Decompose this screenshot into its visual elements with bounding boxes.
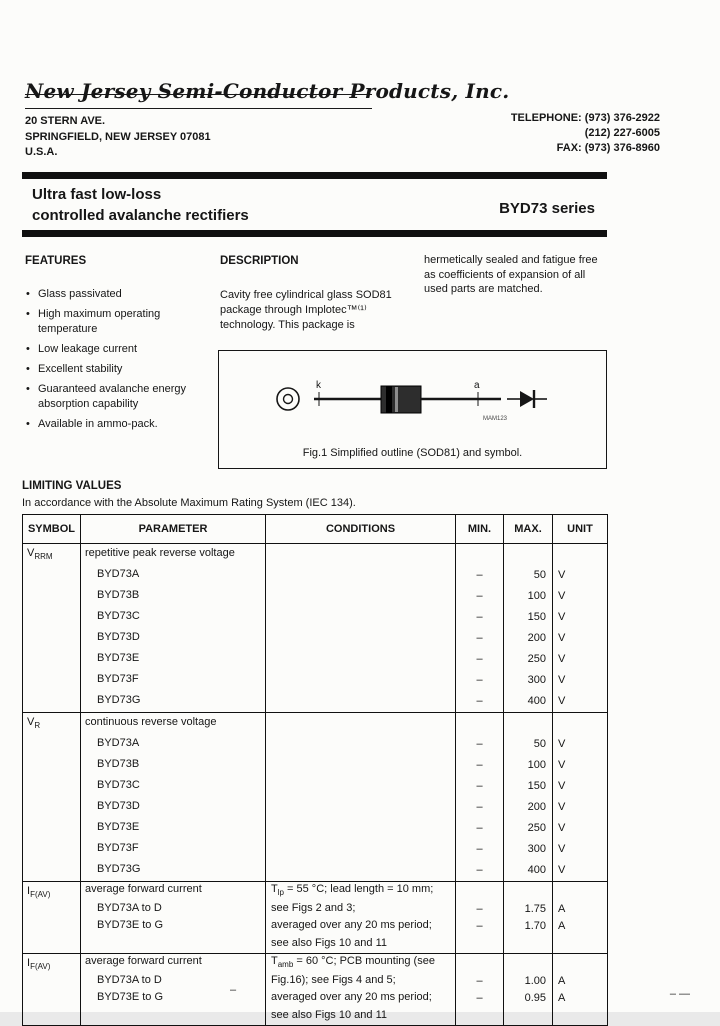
parameter-cell: BYD73F xyxy=(81,839,266,860)
parameter-cell: BYD73A to D xyxy=(81,973,266,991)
max-cell: 100 xyxy=(504,755,553,776)
parameter-cell: BYD73B xyxy=(81,586,266,607)
address-line-2: SPRINGFIELD, NEW JERSEY 07081 xyxy=(25,130,211,143)
table-row xyxy=(23,691,608,713)
min-cell: – xyxy=(456,918,504,936)
min-cell: – xyxy=(456,901,504,919)
symbol-cell: $V_{RRM}$ xyxy=(23,544,81,713)
table-row xyxy=(23,649,608,670)
anode-label: a xyxy=(474,380,480,391)
conditions-cell: $T_{amb} = 60$ °C; PCB mounting (see xyxy=(266,954,456,973)
min-cell: – xyxy=(456,839,504,860)
conditions-cell: averaged over any 20 ms period; xyxy=(266,990,456,1008)
unit-cell: V xyxy=(553,734,608,755)
table-row xyxy=(23,918,608,936)
parameter-cell: BYD73E to G xyxy=(81,990,266,1008)
title-bar-bottom xyxy=(22,230,607,237)
table-row xyxy=(23,797,608,818)
description-line: Cavity free cylindrical glass SOD81 xyxy=(220,289,392,301)
min-cell: – xyxy=(456,565,504,586)
max-cell: 400 xyxy=(504,860,553,882)
description-text xyxy=(220,288,420,333)
conditions-cell xyxy=(266,839,456,860)
conditions-cell xyxy=(266,649,456,670)
unit-cell: V xyxy=(553,755,608,776)
features-list xyxy=(25,287,205,432)
description-line: as coefficients of expansion of all xyxy=(424,268,586,281)
min-cell: – xyxy=(456,818,504,839)
table-row xyxy=(23,860,608,882)
table-row xyxy=(23,936,608,954)
min-cell: – xyxy=(456,649,504,670)
max-cell: 200 xyxy=(504,628,553,649)
max-cell: 300 xyxy=(504,670,553,691)
max-cell xyxy=(504,882,553,901)
conditions-cell xyxy=(266,586,456,607)
limiting-values-heading: LIMITING VALUES xyxy=(22,480,122,492)
description-continuation xyxy=(424,253,616,297)
unit-cell: V xyxy=(553,839,608,860)
unit-cell: A xyxy=(553,901,608,919)
title-bar-top xyxy=(22,172,607,179)
min-cell: – xyxy=(456,670,504,691)
parameter-cell: BYD73D xyxy=(81,797,266,818)
letterhead-rule-bottom xyxy=(25,108,372,109)
conditions-cell xyxy=(266,544,456,566)
table-row xyxy=(23,839,608,860)
limiting-values-intro: In accordance with the Absolute Maximum Rating System (IEC 134). xyxy=(22,497,356,509)
conditions-cell xyxy=(266,628,456,649)
conditions-cell xyxy=(266,607,456,628)
address-line-1: 20 STERN AVE. xyxy=(25,115,106,127)
feature-item: • Guaranteed avalanche energy absorption capability xyxy=(25,382,205,412)
parameter-cell: BYD73A to D xyxy=(81,901,266,919)
table-row xyxy=(23,607,608,628)
table-row xyxy=(23,954,608,973)
unit-cell: V xyxy=(553,565,608,586)
min-cell: – xyxy=(456,860,504,882)
unit-cell: A xyxy=(553,918,608,936)
max-cell: 300 xyxy=(504,839,553,860)
parameter-cell: continuous reverse voltage xyxy=(81,713,266,735)
conditions-cell xyxy=(266,818,456,839)
max-cell xyxy=(504,544,553,566)
document-title xyxy=(32,184,249,226)
parameter-cell: BYD73A xyxy=(81,565,266,586)
feature-item: • Low leakage current xyxy=(25,342,205,357)
max-cell: 1.00 xyxy=(504,973,553,991)
unit-cell: V xyxy=(553,776,608,797)
max-cell: 50 xyxy=(504,734,553,755)
drawing-ref: MAM123 xyxy=(483,416,508,422)
parameter-cell: BYD73F xyxy=(81,670,266,691)
unit-cell: V xyxy=(553,607,608,628)
conditions-cell xyxy=(266,776,456,797)
unit-cell: V xyxy=(553,818,608,839)
conditions-cell xyxy=(266,860,456,882)
table-row xyxy=(23,670,608,691)
header-symbol: SYMBOL xyxy=(23,515,81,544)
unit-cell xyxy=(553,713,608,735)
unit-cell: V xyxy=(553,628,608,649)
max-cell: 1.75 xyxy=(504,901,553,919)
header-min: MIN. xyxy=(456,515,504,544)
table-row xyxy=(23,901,608,919)
parameter-cell: BYD73D xyxy=(81,628,266,649)
unit-cell: V xyxy=(553,670,608,691)
parameter-cell: average forward current xyxy=(81,954,266,973)
table-row xyxy=(23,882,608,901)
scan-mark-right: – — xyxy=(669,988,690,1000)
parameter-cell: BYD73B xyxy=(81,755,266,776)
conditions-cell xyxy=(266,734,456,755)
fax-line: FAX: (973) 376-8960 xyxy=(556,142,660,154)
unit-cell: V xyxy=(553,586,608,607)
company-address xyxy=(25,114,211,161)
limiting-values-table xyxy=(22,514,608,1026)
feature-item: • Excellent stability xyxy=(25,362,205,377)
parameter-cell: repetitive peak reverse voltage xyxy=(81,544,266,566)
min-cell xyxy=(456,1008,504,1026)
max-cell: 1.70 xyxy=(504,918,553,936)
header-parameter: PARAMETER xyxy=(81,515,266,544)
symbol-cell: $V_R$ xyxy=(23,713,81,882)
max-cell xyxy=(504,936,553,954)
conditions-cell: $T_{lp} = 55$ °C; lead length = 10 mm; xyxy=(266,882,456,901)
parameter-cell xyxy=(81,936,266,954)
conditions-cell: Fig.16); see Figs 4 and 5; xyxy=(266,973,456,991)
cathode-label: k xyxy=(316,380,321,391)
max-cell: 250 xyxy=(504,818,553,839)
max-cell xyxy=(504,954,553,973)
table-row xyxy=(23,565,608,586)
description-section xyxy=(220,255,420,333)
min-cell: – xyxy=(456,691,504,713)
conditions-cell: averaged over any 20 ms period; xyxy=(266,918,456,936)
min-cell: – xyxy=(456,797,504,818)
header-max: MAX. xyxy=(504,515,553,544)
min-cell: – xyxy=(456,607,504,628)
conditions-cell xyxy=(266,670,456,691)
min-cell xyxy=(456,936,504,954)
parameter-cell: BYD73G xyxy=(81,691,266,713)
description-line: technology. This package is xyxy=(220,319,355,331)
max-cell: 0.95 xyxy=(504,990,553,1008)
unit-cell xyxy=(553,1008,608,1026)
min-cell: – xyxy=(456,586,504,607)
unit-cell xyxy=(553,954,608,973)
end-view-icon xyxy=(277,388,299,410)
parameter-cell: BYD73C xyxy=(81,776,266,797)
max-cell: 200 xyxy=(504,797,553,818)
package-outline xyxy=(314,386,501,413)
description-line: hermetically sealed and fatigue free xyxy=(424,254,598,266)
diode-symbol-icon xyxy=(507,390,547,408)
figure-caption: Fig.1 Simplified outline (SOD81) and symbol. xyxy=(302,447,523,459)
table-row xyxy=(23,1008,608,1026)
table-row xyxy=(23,818,608,839)
min-cell: – xyxy=(456,776,504,797)
unit-cell: A xyxy=(553,990,608,1008)
conditions-cell xyxy=(266,713,456,735)
header-unit: UNIT xyxy=(553,515,608,544)
description-heading: DESCRIPTION xyxy=(220,255,299,267)
parameter-cell: BYD73G xyxy=(81,860,266,882)
title-line-1: Ultra fast low-loss xyxy=(32,186,162,203)
title-line-2: controlled avalanche rectifiers xyxy=(32,207,249,224)
min-cell xyxy=(456,544,504,566)
unit-cell: V xyxy=(553,860,608,882)
feature-item: • High maximum operating temperature xyxy=(25,307,205,337)
conditions-cell: see also Figs 10 and 11 xyxy=(266,1008,456,1026)
conditions-cell xyxy=(266,755,456,776)
min-cell: – xyxy=(456,755,504,776)
min-cell xyxy=(456,954,504,973)
unit-cell xyxy=(553,882,608,901)
address-line-3: U.S.A. xyxy=(25,146,58,158)
table-row xyxy=(23,713,608,735)
telephone-line-2: (212) 227-6005 xyxy=(584,127,660,139)
unit-cell xyxy=(553,544,608,566)
max-cell xyxy=(504,1008,553,1026)
features-heading: FEATURES xyxy=(25,255,87,267)
max-cell: 250 xyxy=(504,649,553,670)
unit-cell: V xyxy=(553,649,608,670)
feature-item: • Available in ammo-pack. xyxy=(25,417,205,432)
conditions-cell: see also Figs 10 and 11 xyxy=(266,936,456,954)
max-cell xyxy=(504,713,553,735)
scan-mark-left: – xyxy=(230,984,237,996)
table-header-row xyxy=(23,515,608,544)
table-row xyxy=(23,973,608,991)
description-line: used parts are matched. xyxy=(424,283,543,295)
conditions-cell xyxy=(266,565,456,586)
min-cell: – xyxy=(456,734,504,755)
parameter-cell xyxy=(81,1008,266,1026)
max-cell: 50 xyxy=(504,565,553,586)
table-row xyxy=(23,776,608,797)
unit-cell: A xyxy=(553,973,608,991)
symbol-cell: $I_{F(AV)}$ xyxy=(23,954,81,1026)
min-cell: – xyxy=(456,973,504,991)
parameter-cell: BYD73A xyxy=(81,734,266,755)
conditions-cell: see Figs 2 and 3; xyxy=(266,901,456,919)
table-row xyxy=(23,628,608,649)
description-line: package through Implotec™⁽¹⁾ xyxy=(220,304,367,316)
max-cell: 100 xyxy=(504,586,553,607)
unit-cell: V xyxy=(553,797,608,818)
features-section xyxy=(25,255,205,437)
company-logo-text: New Jersey Semi-Conductor Products, Inc. xyxy=(25,79,510,103)
max-cell: 400 xyxy=(504,691,553,713)
header-conditions: CONDITIONS xyxy=(266,515,456,544)
min-cell: – xyxy=(456,990,504,1008)
series-name: BYD73 series xyxy=(499,200,595,217)
parameter-cell: BYD73E xyxy=(81,649,266,670)
table-row xyxy=(23,586,608,607)
conditions-cell xyxy=(266,797,456,818)
feature-item: • Glass passivated xyxy=(25,287,205,302)
company-contact xyxy=(511,111,660,156)
parameter-cell: BYD73E xyxy=(81,818,266,839)
parameter-cell: average forward current xyxy=(81,882,266,901)
table-row xyxy=(23,755,608,776)
table-row xyxy=(23,734,608,755)
max-cell: 150 xyxy=(504,607,553,628)
min-cell: – xyxy=(456,628,504,649)
min-cell xyxy=(456,713,504,735)
parameter-cell: BYD73C xyxy=(81,607,266,628)
telephone-line: TELEPHONE: (973) 376-2922 xyxy=(510,112,660,124)
min-cell xyxy=(456,882,504,901)
figure-1-box xyxy=(218,350,607,469)
unit-cell: V xyxy=(553,691,608,713)
unit-cell xyxy=(553,936,608,954)
parameter-cell: BYD73E to G xyxy=(81,918,266,936)
table-row xyxy=(23,990,608,1008)
symbol-cell: $I_{F(AV)}$ xyxy=(23,882,81,954)
table-row xyxy=(23,544,608,566)
max-cell: 150 xyxy=(504,776,553,797)
diode-outline-drawing xyxy=(219,353,604,439)
conditions-cell xyxy=(266,691,456,713)
